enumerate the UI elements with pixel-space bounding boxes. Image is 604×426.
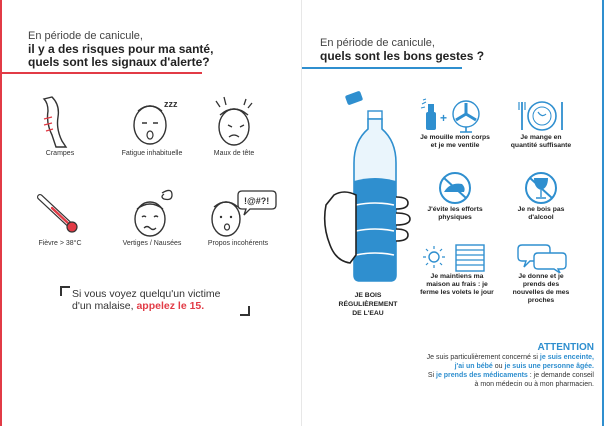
bottle-label-line2: RÉGULIÈREMENT xyxy=(338,301,398,308)
right-intro: En période de canicule, xyxy=(320,37,435,49)
alert-call-15: appelez le 15. xyxy=(136,300,205,312)
gesture-label: Je mange en quantité suffisante xyxy=(510,134,572,149)
gesture-keep-cool xyxy=(420,243,494,297)
water-bottle-icon xyxy=(316,85,426,285)
left-title-line2: quels sont les signaux d'alerte? xyxy=(28,55,210,69)
gesture-label: Je ne bois pas d'alcool xyxy=(517,206,565,221)
right-title-rule xyxy=(302,67,462,69)
plate-icon xyxy=(508,98,574,134)
attention-line1-prefix: Je suis particulièrement concerné si xyxy=(426,354,538,361)
confused-speech-icon xyxy=(198,185,278,240)
attention-line3-suffix: : je demande conseil xyxy=(529,372,594,379)
thermometer-icon xyxy=(30,185,90,240)
gesture-eat xyxy=(508,98,574,150)
gesture-label: J'évite les efforts physiques xyxy=(427,206,483,221)
alert-callout xyxy=(60,286,250,316)
svg-text:zzz: zzz xyxy=(164,99,178,109)
attention-line3-prefix: Si xyxy=(427,372,435,379)
alert-line2-prefix: d'un malaise, xyxy=(72,300,134,312)
symptom-label: Crampes xyxy=(45,150,75,157)
chat-bubbles-icon xyxy=(508,243,574,273)
alert-line2 xyxy=(72,300,248,312)
alert-text xyxy=(72,288,248,312)
symptom-dizziness xyxy=(110,185,194,248)
attention-block xyxy=(362,342,594,389)
symptom-label: Fatigue inhabituelle xyxy=(121,150,183,157)
attention-line2 xyxy=(362,362,594,371)
attention-medication: je prends des médicaments xyxy=(436,372,528,379)
callout-corner-top-left xyxy=(60,286,70,296)
good-gestures-panel xyxy=(302,0,604,426)
bottle-label-line1: JE BOIS xyxy=(354,292,382,299)
symptom-fever xyxy=(30,185,90,248)
symptom-headache xyxy=(202,95,266,158)
gesture-news xyxy=(508,243,574,305)
svg-text:+: + xyxy=(440,111,448,125)
left-title-rule xyxy=(2,72,202,74)
gesture-label: Je donne et je prends des nouvelles de mes proches xyxy=(512,273,570,304)
left-title-line1: il y a des risques pour ma santé, xyxy=(28,42,214,56)
gesture-no-effort xyxy=(420,170,490,222)
svg-text:!@#?!: !@#?! xyxy=(244,196,270,206)
attention-line3 xyxy=(362,371,594,380)
right-title: quels sont les bons gestes ? xyxy=(320,49,485,63)
sun-shutters-icon xyxy=(420,243,494,273)
gesture-label: Je mouille mon corps et je me ventile xyxy=(420,134,490,149)
attention-line1 xyxy=(362,353,594,362)
leg-cramp-icon xyxy=(30,95,90,150)
attention-pregnant: je suis enceinte, xyxy=(539,354,594,361)
gesture-no-alcohol xyxy=(508,170,574,222)
gesture-spray-fan xyxy=(420,98,490,150)
left-intro: En période de canicule, xyxy=(28,30,143,42)
dizzy-face-icon xyxy=(110,185,194,240)
bottle-label-line3: DE L'EAU xyxy=(352,310,384,317)
no-effort-icon xyxy=(420,170,490,206)
symptom-label: Maux de tête xyxy=(213,150,255,157)
attention-line2-mid: ou xyxy=(494,363,503,370)
tired-face-icon xyxy=(112,95,192,150)
alert-line1: Si vous voyez quelqu'un victime xyxy=(72,288,221,300)
water-bottle-illustration xyxy=(316,85,426,285)
no-alcohol-icon xyxy=(508,170,574,206)
symptom-fatigue xyxy=(112,95,192,158)
attention-elderly: je suis une personne âgée. xyxy=(504,363,594,370)
attention-line4: à mon médecin ou à mon pharmacien. xyxy=(474,381,594,388)
bottle-label xyxy=(328,291,408,318)
headache-face-icon xyxy=(202,95,266,150)
symptom-label: Vertiges / Nausées xyxy=(122,240,182,247)
gesture-label: Je maintiens ma maison au frais : je ferme les volets le jour xyxy=(420,273,494,296)
attention-title: ATTENTION xyxy=(537,342,594,353)
attention-baby: j'ai un bébé xyxy=(454,363,493,370)
spray-fan-icon xyxy=(420,98,490,134)
symptom-label: Fièvre > 38°C xyxy=(38,240,82,247)
symptom-label: Propos incohérents xyxy=(207,240,269,247)
symptom-confusion xyxy=(198,185,278,248)
symptom-cramps xyxy=(30,95,90,158)
